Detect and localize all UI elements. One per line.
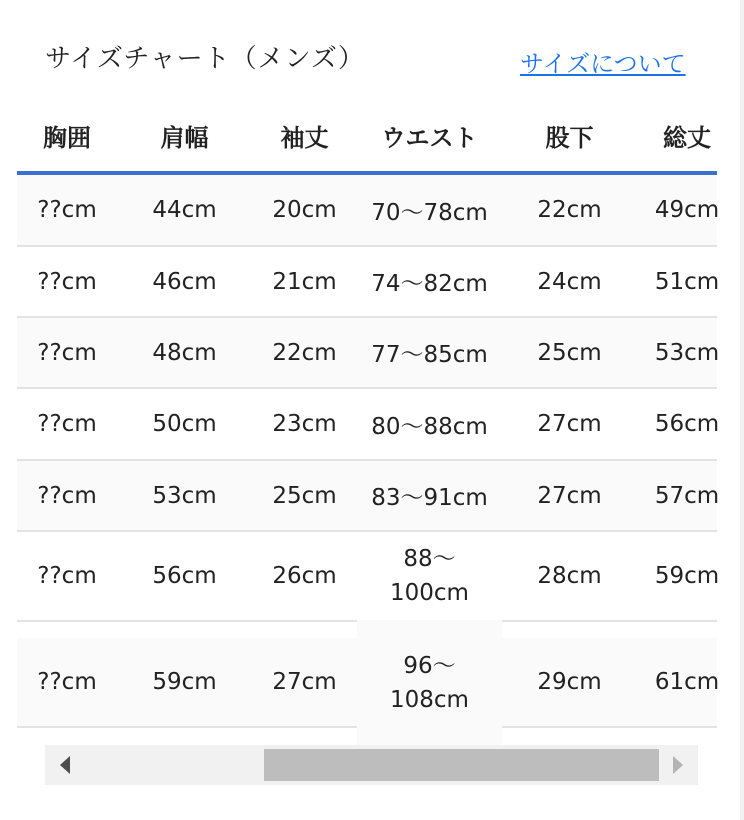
cell-shoulder: 53cm [152,482,217,509]
scrollbar-thumb[interactable] [264,749,659,781]
cell-sleeve: 22cm [272,339,337,366]
cell-sleeve: 25cm [272,482,337,509]
cell-waist: 96〜 108cm [357,620,502,746]
cell-length: 53cm [654,339,720,366]
table-row [17,389,720,461]
cell-length: 61cm [654,669,720,695]
cell-inseam: 27cm [537,411,602,437]
cell-chest: ??cm [37,339,97,366]
cell-length: 56cm [654,411,720,437]
header-inseam: 股下 [545,124,594,152]
table-row [17,638,720,728]
table-row [17,461,720,532]
cell-inseam: 24cm [537,268,602,295]
cell-length: 51cm [654,268,720,295]
cell-waist: 74〜82cm [371,271,488,297]
cell-chest: ??cm [37,197,97,223]
size-table-viewport[interactable] [37,100,720,745]
horizontal-scrollbar[interactable] [45,745,698,785]
scroll-right-icon[interactable] [658,745,698,785]
panel-edge [740,0,744,820]
table-header [17,100,717,175]
table-row [17,532,720,622]
cell-inseam: 27cm [537,482,602,509]
cell-inseam: 29cm [537,669,602,695]
header-chest: 胸囲 [43,124,91,152]
cell-chest: ??cm [37,563,97,589]
header-sleeve: 袖丈 [280,124,329,152]
cell-shoulder: 46cm [152,268,217,295]
cell-waist: 80〜88cm [371,413,488,440]
cell-sleeve: 20cm [272,197,337,223]
cell-chest: ??cm [37,268,97,295]
cell-length: 57cm [654,482,720,509]
cell-chest: ??cm [37,411,97,437]
cell-sleeve: 27cm [272,669,337,695]
cell-inseam: 25cm [537,339,602,366]
header-shoulder: 肩幅 [160,124,209,152]
cell-shoulder: 44cm [152,197,217,223]
cell-inseam: 28cm [537,563,602,589]
cell-waist: 70〜78cm [371,199,488,226]
cell-chest: ??cm [37,669,97,695]
cell-chest: ??cm [37,482,97,509]
cell-shoulder: 48cm [152,339,217,366]
cell-shoulder: 56cm [152,563,217,589]
cell-waist: 88〜 100cm [390,546,469,606]
table-row [17,175,720,247]
table-row [17,318,720,389]
cell-length: 59cm [654,563,720,589]
page-title: サイズチャート（メンズ） [45,44,365,74]
scroll-left-icon[interactable] [45,745,85,785]
cell-waist: 83〜91cm [371,485,488,511]
cell-shoulder: 59cm [152,669,217,695]
cell-sleeve: 23cm [272,411,337,437]
cell-inseam: 22cm [537,197,602,223]
size-info-link[interactable]: サイズについて [520,50,686,78]
header-waist: ウエスト [381,124,478,152]
cell-shoulder: 50cm [152,411,217,437]
cell-sleeve: 21cm [272,268,337,295]
table-row [17,247,720,318]
cell-length: 49cm [654,197,720,223]
header-length: 総丈 [663,124,711,152]
cell-waist: 77〜85cm [371,342,488,368]
cell-sleeve: 26cm [272,563,337,589]
